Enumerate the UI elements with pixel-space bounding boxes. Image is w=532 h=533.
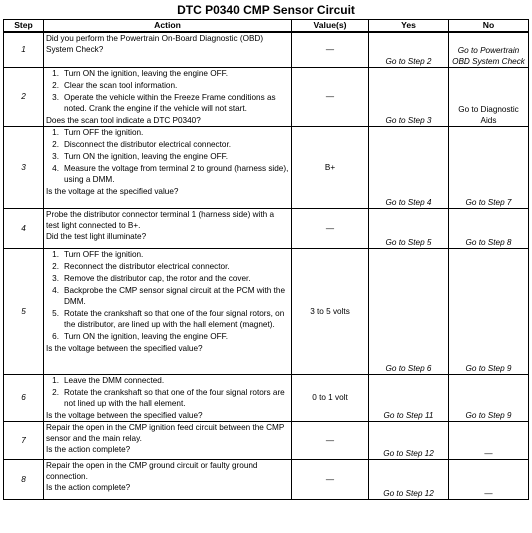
value-cell: — (292, 459, 369, 499)
yes-cell: Go to Step 6 (369, 248, 449, 374)
substep-list (46, 375, 289, 409)
action-question: Did the test light illuminate? (46, 231, 147, 241)
yes-cell: Go to Step 5 (369, 208, 449, 248)
step-number: 7 (4, 421, 44, 459)
substep-item (46, 127, 289, 138)
substep-list (46, 68, 289, 114)
action-text: Probe the distributor connector terminal 1 (harness side) with a test light connected to B+. (46, 209, 274, 230)
action-cell (44, 126, 292, 208)
substep-text: Remove the distributor cap, the rotor and the cover. (64, 273, 251, 283)
action-question: Is the voltage between the specified value? (46, 343, 203, 353)
action-question: Does the scan tool indicate a DTC P0340? (46, 115, 201, 125)
step-number: 6 (4, 374, 44, 421)
value-cell: 3 to 5 volts (292, 248, 369, 374)
substep-number: 2. (52, 80, 59, 90)
substep-item (46, 285, 289, 307)
substep-item (46, 331, 289, 342)
substep-number: 3. (52, 151, 59, 161)
substep-number: 2. (52, 387, 59, 397)
header-no: No (449, 20, 529, 33)
action-cell (44, 459, 292, 499)
no-cell: Go to Step 7 (449, 126, 529, 208)
action-cell (44, 67, 292, 126)
substep-text: Clear the scan tool information. (64, 80, 178, 90)
substep-item (46, 80, 289, 91)
substep-text: Operate the vehicle within the Freeze Frame conditions as noted. Crank the engine if the vehicle will not start. (64, 92, 276, 113)
value-cell: — (292, 421, 369, 459)
header-action: Action (44, 20, 292, 33)
action-question: Is the voltage at the specified value? (46, 186, 179, 196)
action-cell (44, 32, 292, 67)
substep-number: 4. (52, 163, 59, 173)
substep-item (46, 375, 289, 386)
substep-number: 1. (52, 68, 59, 78)
table-row (4, 208, 529, 248)
substep-number: 1. (52, 249, 59, 259)
substep-list (46, 249, 289, 342)
substep-text: Turn OFF the ignition. (64, 127, 144, 137)
substep-number: 6. (52, 331, 59, 341)
table-row (4, 374, 529, 421)
table-row (4, 421, 529, 459)
table-row (4, 32, 529, 67)
substep-text: Leave the DMM connected. (64, 375, 165, 385)
yes-cell: Go to Step 4 (369, 126, 449, 208)
yes-cell: Go to Step 2 (369, 32, 449, 67)
substep-number: 4. (52, 285, 59, 295)
substep-number: 1. (52, 375, 59, 385)
no-cell: Go to Powertrain OBD System Check (449, 32, 529, 67)
yes-cell: Go to Step 12 (369, 421, 449, 459)
substep-item (46, 151, 289, 162)
action-question: Is the voltage between the specified value? (46, 410, 203, 420)
substep-text: Backprobe the CMP sensor signal circuit at the PCM with the DMM. (64, 285, 286, 306)
no-cell: Go to Diagnostic Aids (449, 67, 529, 126)
substep-text: Turn ON the ignition, leaving the engine OFF. (64, 68, 228, 78)
substep-number: 2. (52, 139, 59, 149)
substep-text: Turn ON the ignition, leaving the engine OFF. (64, 331, 228, 341)
step-number: 4 (4, 208, 44, 248)
substep-number: 5. (52, 308, 59, 318)
substep-number: 2. (52, 261, 59, 271)
yes-cell: Go to Step 12 (369, 459, 449, 499)
value-cell: — (292, 32, 369, 67)
substep-number: 1. (52, 127, 59, 137)
no-cell: Go to Step 9 (449, 248, 529, 374)
header-step: Step (4, 20, 44, 33)
substep-item (46, 261, 289, 272)
step-number: 1 (4, 32, 44, 67)
step-number: 2 (4, 67, 44, 126)
substep-item (46, 308, 289, 330)
table-row (4, 67, 529, 126)
table-row (4, 459, 529, 499)
table-row (4, 248, 529, 374)
action-cell (44, 208, 292, 248)
substep-text: Turn OFF the ignition. (64, 249, 144, 259)
action-text: Did you perform the Powertrain On-Board Diagnostic (OBD) System Check? (46, 34, 264, 54)
substep-item (46, 249, 289, 260)
table-row (4, 126, 529, 208)
substep-text: Measure the voltage from terminal 2 to ground (harness side), using a DMM. (64, 163, 289, 184)
value-cell: B+ (292, 126, 369, 208)
substep-text: Rotate the crankshaft so that one of the four signal rotors, on the distributor, are lined up with the hall element (magnet). (64, 308, 285, 329)
value-cell: — (292, 208, 369, 248)
table-header-row (4, 20, 529, 33)
substep-item (46, 68, 289, 79)
page-title: DTC P0340 CMP Sensor Circuit (177, 3, 355, 17)
action-question: Is the action complete? (46, 444, 131, 454)
step-number: 5 (4, 248, 44, 374)
no-cell: Go to Step 9 (449, 374, 529, 421)
substep-item (46, 163, 289, 185)
no-cell: Go to Step 8 (449, 208, 529, 248)
yes-cell: Go to Step 3 (369, 67, 449, 126)
step-number: 8 (4, 459, 44, 499)
substep-number: 3. (52, 273, 59, 283)
step-number: 3 (4, 126, 44, 208)
header-values: Value(s) (292, 20, 369, 33)
substep-item (46, 273, 289, 284)
substep-item (46, 139, 289, 150)
yes-cell: Go to Step 11 (369, 374, 449, 421)
action-cell (44, 421, 292, 459)
substep-text: Turn ON the ignition, leaving the engine OFF. (64, 151, 228, 161)
substep-number: 3. (52, 92, 59, 102)
substep-list (46, 127, 289, 185)
action-question: Is the action complete? (46, 482, 131, 492)
value-cell: — (292, 67, 369, 126)
diagnostic-table (3, 19, 529, 500)
value-cell: 0 to 1 volt (292, 374, 369, 421)
substep-item (46, 387, 289, 409)
table-body (4, 32, 529, 499)
substep-text: Reconnect the distributor electrical connector. (64, 261, 230, 271)
substep-item (46, 92, 289, 114)
no-cell: — (449, 459, 529, 499)
substep-text: Disconnect the distributor electrical connector. (64, 139, 232, 149)
action-cell (44, 374, 292, 421)
no-cell: — (449, 421, 529, 459)
substep-text: Rotate the crankshaft so that one of the four signal rotors are not lined up with the hall element. (64, 387, 285, 408)
action-cell (44, 248, 292, 374)
action-text: Repair the open in the CMP ignition feed circuit between the CMP sensor and the main relay. (46, 422, 285, 443)
header-yes: Yes (369, 20, 449, 33)
action-text: Repair the open in the CMP ground circuit or faulty ground connection. (46, 460, 258, 481)
